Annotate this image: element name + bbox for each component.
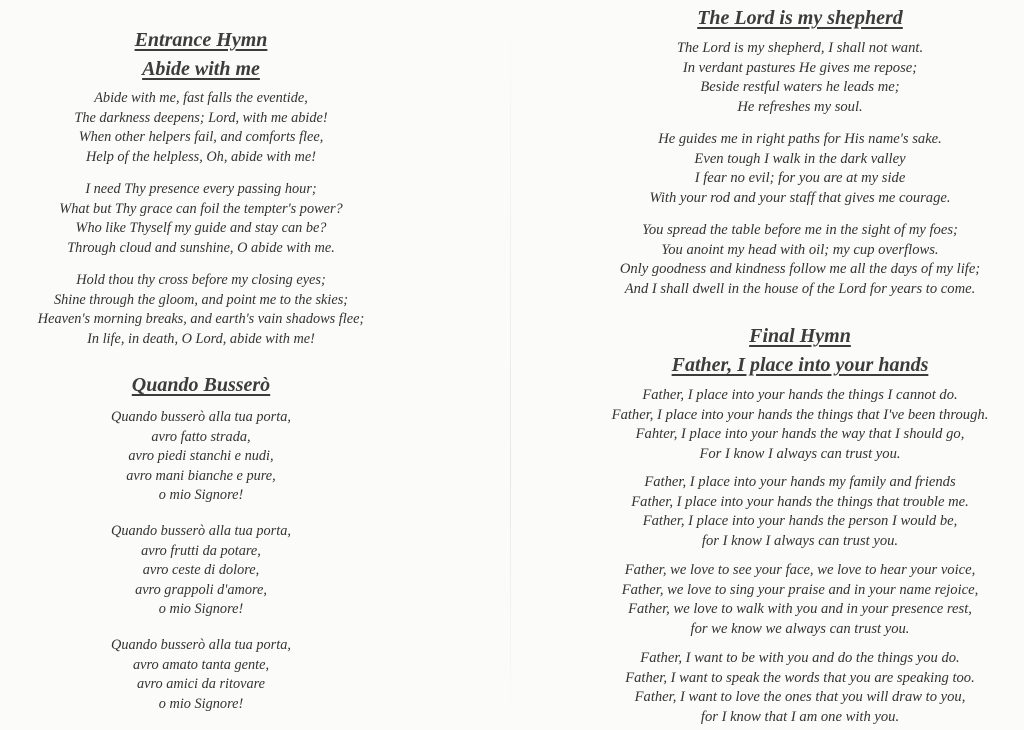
verse-line: for I know I always can trust you. (701, 532, 899, 549)
verse-line: In life, in death, O Lord, abide with me! (87, 330, 315, 347)
verse-line: o mio Signore! (158, 601, 244, 618)
verse-line: avro amato tanta gente, (132, 656, 270, 673)
verse-line: o mio Signore! (158, 487, 244, 504)
final-verse-4 (580, 649, 1020, 727)
verse-line: Beside restful waters he leads me; (700, 79, 900, 96)
quando-verse-2 (0, 522, 402, 620)
final-verse-3 (580, 561, 1020, 639)
verse-line: Father, I place into your hands the things I cannot do. (642, 387, 958, 403)
verse-line: avro ceste di dolore, (142, 562, 260, 579)
verse-line: He guides me in right paths for His name's sake. (658, 131, 942, 147)
psalm-verse-2 (580, 130, 1020, 208)
verse-line: Quando busserò alla tua porta, (111, 409, 291, 425)
final-verse-2 (580, 473, 1020, 551)
verse-line: Father, we love to sing your praise and in your name rejoice, (621, 581, 979, 598)
verse-line: Father, I place into your hands the person I would be, (642, 513, 958, 530)
page-fold (510, 0, 511, 730)
verse-line: I fear no evil; for you are at my side (694, 170, 906, 187)
verse-line: Quando busserò alla tua porta, (111, 523, 291, 539)
verse-line: In verdant pastures He gives me repose; (682, 59, 918, 76)
verse-line: Father, I want to speak the words that you are speaking too. (625, 669, 975, 686)
verse-line: What but Thy grace can foil the tempter's power? (59, 200, 343, 217)
verse-line: Father, I place into your hands the things that trouble me. (631, 493, 969, 510)
final-hymn-title: Final Hymn (749, 325, 851, 347)
verse-line: avro fatto strada, (151, 428, 251, 445)
final-hymn-subtitle: Father, I place into your hands (671, 354, 929, 376)
verse-line: He refreshes my soul. (737, 98, 863, 115)
verse-line: avro frutti da potare, (141, 542, 261, 559)
psalm-verse-3 (580, 221, 1020, 299)
verse-line: for I know that I am one with you. (700, 708, 900, 725)
entrance-hymn-title: Entrance Hymn (134, 29, 268, 51)
verse-line: Help of the helpless, Oh, abide with me! (86, 148, 316, 165)
final-hymn-section (580, 322, 1020, 380)
verse-line: Father, I want to be with you and do the things you do. (640, 650, 960, 666)
psalm-verse-1 (580, 39, 1020, 117)
verse-line: Heaven's morning breaks, and earth's vain shadows flee; (37, 311, 365, 328)
verse-line: Father, I want to love the ones that you will draw to you, (634, 689, 966, 706)
entrance-verse-1 (0, 89, 402, 167)
verse-line: Father, we love to walk with you and in your presence rest, (628, 601, 972, 618)
verse-line: o mio Signore! (158, 695, 244, 712)
quando-title: Quando Busserò (131, 374, 271, 396)
entrance-hymn-section (0, 26, 402, 84)
quando-verse-1 (0, 408, 402, 506)
verse-line: Father, I place into your hands the things that I've been through. (611, 406, 989, 423)
verse-line: Quando busserò alla tua porta, (111, 637, 291, 653)
verse-line: With your rod and your staff that gives me courage. (649, 189, 951, 206)
verse-line: avro piedi stanchi e nudi, (128, 448, 274, 465)
verse-line: The darkness deepens; Lord, with me abide! (74, 109, 328, 126)
entrance-verse-2 (0, 180, 402, 258)
verse-line: Even tough I walk in the dark valley (694, 150, 906, 167)
verse-line: Fahter, I place into your hands the way that I should go, (635, 426, 965, 443)
quando-verse-3 (0, 636, 402, 714)
final-verse-1 (580, 386, 1020, 464)
verse-line: And I shall dwell in the house of the Lord for years to come. (624, 280, 976, 297)
verse-line: for we know we always can trust you. (690, 620, 910, 637)
verse-line: I need Thy presence every passing hour; (85, 181, 317, 197)
verse-line: You spread the table before me in the sight of my foes; (642, 222, 958, 238)
entrance-verse-3 (0, 271, 402, 349)
verse-line: For I know I always can trust you. (699, 445, 901, 462)
verse-line: Father, we love to see your face, we love to hear your voice, (624, 562, 976, 578)
verse-line: Abide with me, fast falls the eventide, (94, 90, 308, 106)
verse-line: The Lord is my shepherd, I shall not want. (676, 40, 924, 56)
verse-line: You anoint my head with oil; my cup overflows. (661, 241, 939, 258)
entrance-hymn-subtitle: Abide with me (142, 58, 260, 80)
verse-line: Only goodness and kindness follow me all the days of my life; (619, 261, 981, 278)
verse-line: When other helpers fail, and comforts flee, (78, 129, 324, 146)
verse-line: Through cloud and sunshine, O abide with me. (67, 239, 335, 256)
verse-line: avro amici da ritovare (137, 676, 265, 693)
verse-line: Who like Thyself my guide and stay can be? (75, 220, 327, 237)
verse-line: Shine through the gloom, and point me to the skies; (53, 291, 349, 308)
psalm-title: The Lord is my shepherd (697, 7, 903, 29)
verse-line: Hold thou thy cross before my closing eyes; (76, 272, 326, 288)
verse-line: Father, I place into your hands my family and friends (644, 474, 956, 490)
verse-line: avro grappoli d'amore, (135, 581, 267, 598)
verse-line: avro mani bianche e pure, (126, 467, 276, 484)
